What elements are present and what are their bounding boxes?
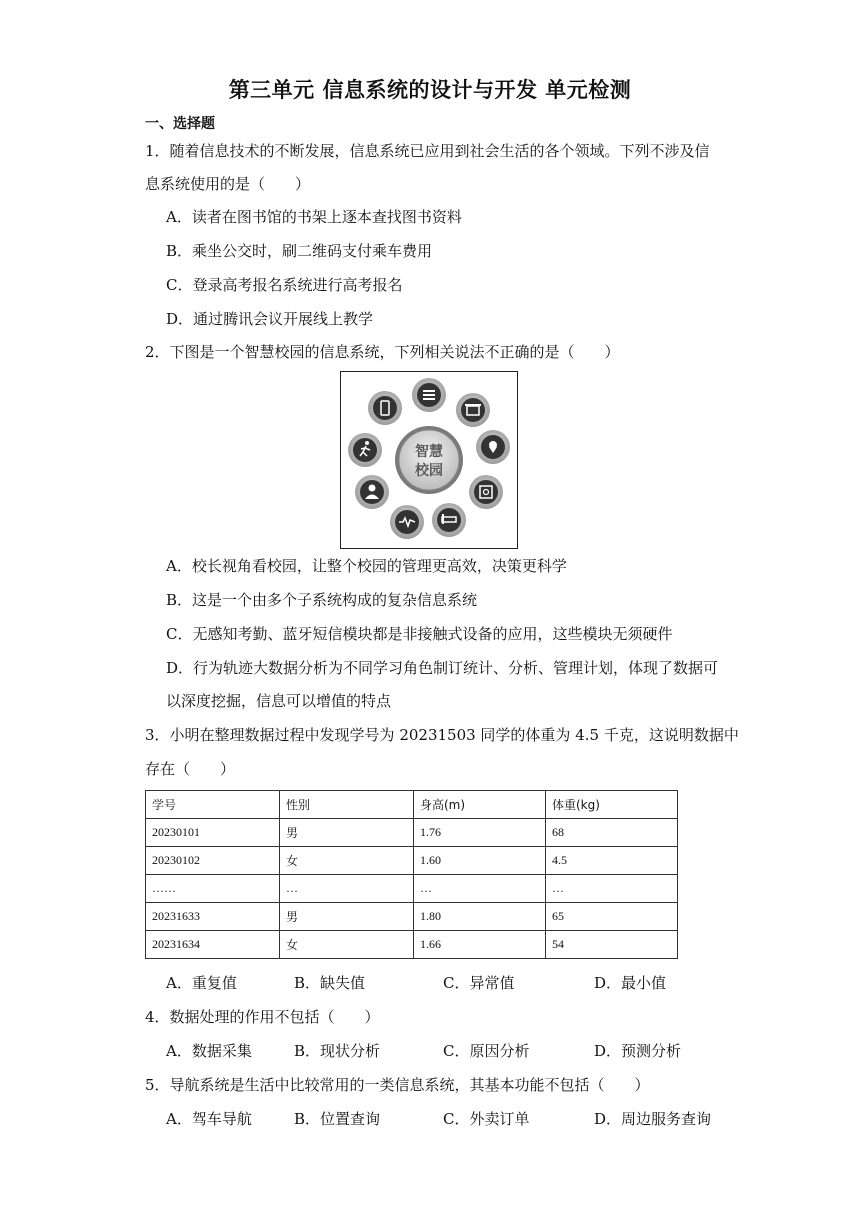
table-header-cell: 体重(kg) — [546, 791, 678, 819]
table-row — [146, 903, 678, 931]
question-1-option-a: A．读者在图书馆的书架上逐本查找图书资料 — [166, 208, 462, 226]
table-header-cell: 学号 — [146, 791, 280, 819]
table-cell: 男 — [280, 819, 414, 847]
table-cell: 1.76 — [414, 819, 546, 847]
question-3-option-b: B．缺失值 — [294, 974, 366, 992]
center-label-line-2: 校园 — [415, 463, 443, 479]
table-cell: 1.80 — [414, 903, 546, 931]
table-cell: 68 — [546, 819, 678, 847]
mobile-phone-icon — [368, 391, 402, 425]
section-heading: 一、选择题 — [145, 116, 215, 132]
table-row — [146, 931, 678, 959]
page-title: 第三单元 信息系统的设计与开发 单元检测 — [228, 78, 632, 102]
table-row — [146, 847, 678, 875]
table-cell: 1.60 — [414, 847, 546, 875]
question-5-stem: 5．导航系统是生活中比较常用的一类信息系统，其基本功能不包括（ ） — [145, 1076, 650, 1094]
question-2-option-c: C．无感知考勤、蓝牙短信模块都是非接触式设备的应用，这些模块无须硬件 — [166, 625, 673, 643]
heart-monitor-icon — [390, 505, 424, 539]
question-4-option-d: D．预测分析 — [594, 1042, 682, 1060]
question-2-option-b: B．这是一个由多个子系统构成的复杂信息系统 — [166, 591, 478, 609]
table-header-cell: 性别 — [280, 791, 414, 819]
table-cell: 54 — [546, 931, 678, 959]
table-cell: 20231633 — [146, 903, 280, 931]
question-1-option-c: C．登录高考报名系统进行高考报名 — [166, 276, 403, 294]
table-cell: 65 — [546, 903, 678, 931]
question-1-stem-line-1: 1．随着信息技术的不断发展，信息系统已应用到社会生活的各个领域。下列不涉及信 — [145, 142, 710, 160]
question-1-option-d: D．通过腾讯会议开展线上教学 — [166, 310, 374, 328]
table-cell: 1.66 — [414, 931, 546, 959]
safe-icon — [469, 475, 503, 509]
question-1-option-b: B．乘坐公交时，刷二维码支付乘车费用 — [166, 242, 433, 260]
question-4-stem: 4．数据处理的作用不包括（ ） — [145, 1008, 380, 1026]
table-header-row — [146, 791, 678, 819]
question-1-stem-line-2: 息系统使用的是（ ） — [145, 175, 311, 193]
table-cell: 男 — [280, 903, 414, 931]
table-cell: …… — [146, 875, 280, 903]
table-cell: 女 — [280, 931, 414, 959]
table-row — [146, 875, 678, 903]
building-icon — [456, 393, 490, 427]
question-2-option-d-line-1: D．行为轨迹大数据分析为不同学习角色制订统计、分析、管理计划，体现了数据可 — [166, 659, 719, 677]
question-4-option-a: A．数据采集 — [166, 1042, 252, 1060]
center-label-line-1: 智慧 — [415, 444, 443, 460]
smart-campus-diagram — [340, 371, 518, 549]
question-4-option-c: C．原因分析 — [443, 1042, 530, 1060]
table-cell: 20230102 — [146, 847, 280, 875]
question-5-option-d: D．周边服务查询 — [594, 1110, 712, 1128]
table-cell: … — [546, 875, 678, 903]
user-icon — [355, 475, 389, 509]
question-3-option-a: A．重复值 — [166, 974, 237, 992]
table-cell: … — [280, 875, 414, 903]
question-3-stem-line-2: 存在（ ） — [145, 760, 236, 778]
center-hub — [395, 426, 463, 494]
question-4-option-b: B．现状分析 — [294, 1042, 381, 1060]
student-data-table — [145, 790, 678, 959]
table-cell: … — [414, 875, 546, 903]
table-row — [146, 819, 678, 847]
list-icon — [412, 378, 446, 412]
location-pin-icon — [476, 430, 510, 464]
question-5-option-c: C．外卖订单 — [443, 1110, 530, 1128]
question-3-option-c: C．异常值 — [443, 974, 515, 992]
question-5-option-b: B．位置查询 — [294, 1110, 381, 1128]
table-cell: 4.5 — [546, 847, 678, 875]
bed-icon — [432, 503, 466, 537]
question-3-option-d: D．最小值 — [594, 974, 667, 992]
question-3-stem-line-1: 3．小明在整理数据过程中发现学号为 20231503 同学的体重为 4.5 千克，这说明数据中 — [145, 726, 739, 744]
running-person-icon — [348, 433, 382, 467]
question-2-option-a: A．校长视角看校园，让整个校园的管理更高效，决策更科学 — [166, 557, 567, 575]
table-cell: 20231634 — [146, 931, 280, 959]
question-5-option-a: A．驾车导航 — [166, 1110, 252, 1128]
table-header-cell: 身高(m) — [414, 791, 546, 819]
question-2-stem-line-1: 2．下图是一个智慧校园的信息系统，下列相关说法不正确的是（ ） — [145, 343, 620, 361]
table-cell: 女 — [280, 847, 414, 875]
question-2-option-d-line-2: 以深度挖掘，信息可以增值的特点 — [166, 692, 392, 710]
table-cell: 20230101 — [146, 819, 280, 847]
